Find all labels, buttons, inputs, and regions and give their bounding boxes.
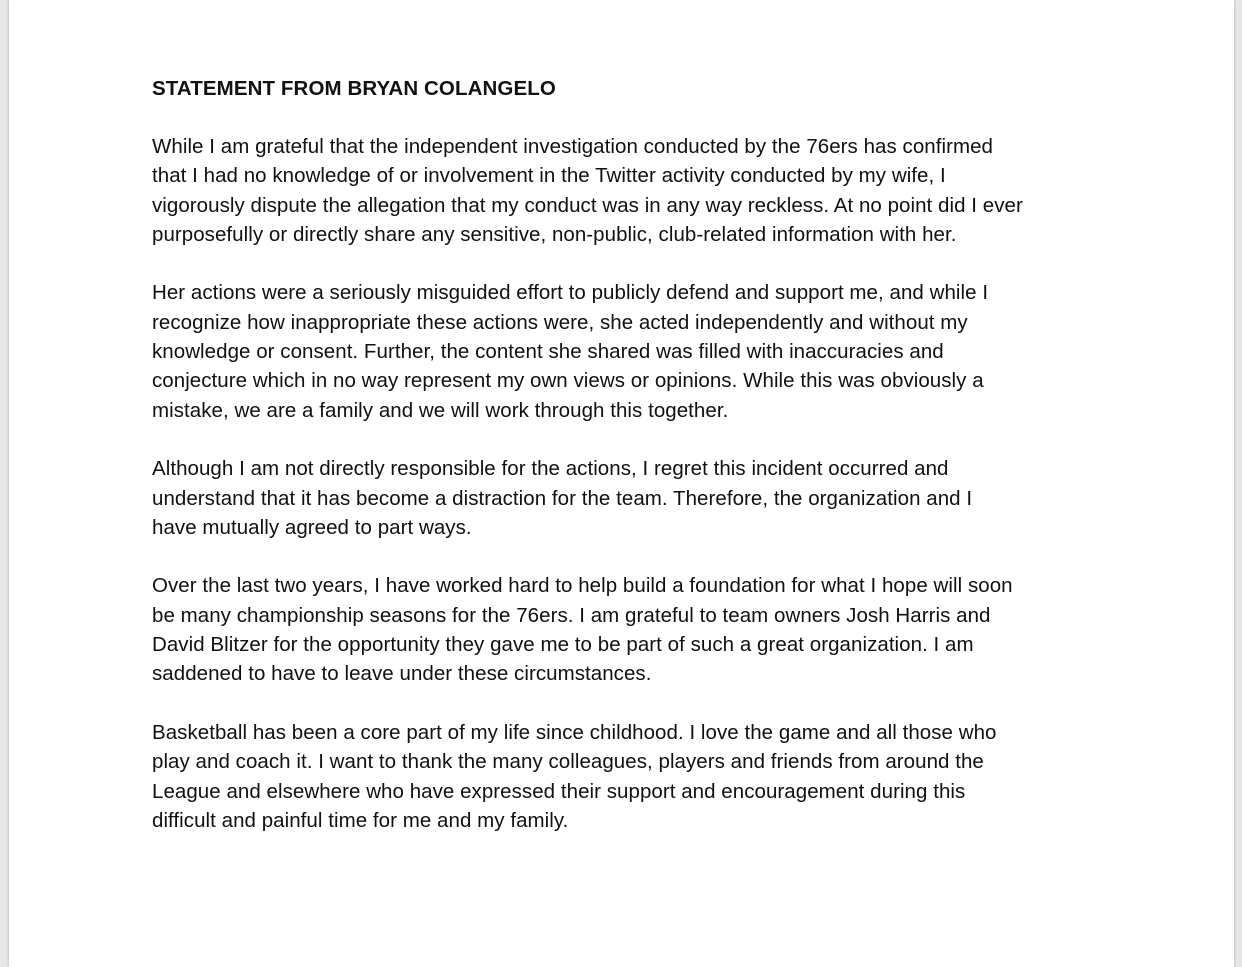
paragraph-line: saddened to have to leave under these circumstances.	[152, 662, 652, 686]
paragraph-line: Although I am not directly responsible for the actions, I regret this incident occurred and	[152, 457, 949, 481]
paragraph-line: Her actions were a seriously misguided effort to publicly defend and support me, and while I	[152, 281, 989, 305]
paragraph-line: understand that it has become a distraction for the team. Therefore, the organization and I	[152, 486, 973, 510]
paragraph-line: League and elsewhere who have expressed their support and encouragement during this	[152, 779, 966, 803]
document-page	[9, 0, 1234, 967]
paragraph-line: purposefully or directly share any sensitive, non-public, club-related information with her.	[152, 222, 957, 246]
paragraph-line: While I am grateful that the independent investigation conducted by the 76ers has confirmed	[152, 135, 994, 158]
paragraph-line: Over the last two years, I have worked hard to help build a foundation for what I hope will soon	[152, 574, 1013, 598]
paragraph-line: that I had no knowledge of or involvement in the Twitter activity conducted by my wife, I	[152, 164, 946, 188]
paragraph-line: David Blitzer for the opportunity they gave me to be part of such a great organization. I am	[152, 633, 974, 657]
paragraph-line: Basketball has been a core part of my life since childhood. I love the game and all those who	[152, 720, 997, 744]
paragraph-line: have mutually agreed to part ways.	[152, 515, 472, 539]
statement-body	[152, 74, 1112, 864]
paragraph-line: difficult and painful time for me and my family.	[152, 808, 569, 832]
paragraph-3	[152, 454, 1112, 542]
paragraph-4	[152, 571, 1112, 688]
paragraph-line: be many championship seasons for the 76ers. I am grateful to team owners Josh Harris and	[152, 603, 991, 627]
paragraph-line: knowledge or consent. Further, the content she shared was filled with inaccuracies and	[152, 340, 944, 364]
statement-title: STATEMENT FROM BRYAN COLANGELO	[152, 77, 556, 100]
paragraph-line: mistake, we are a family and we will work through this together.	[152, 398, 729, 422]
paragraph-line: play and coach it. I want to thank the many colleagues, players and friends from around the	[152, 750, 984, 774]
paragraph-line: conjecture which in no way represent my own views or opinions. While this was obviously a	[152, 369, 984, 393]
paragraph-line: recognize how inappropriate these actions were, she acted independently and without my	[152, 310, 968, 334]
paragraph-1	[152, 132, 1112, 249]
paragraph-5	[152, 718, 1112, 835]
paragraph-line: vigorously dispute the allegation that my conduct was in any way reckless. At no point did I ever	[152, 193, 1023, 217]
paragraph-2	[152, 278, 1112, 424]
